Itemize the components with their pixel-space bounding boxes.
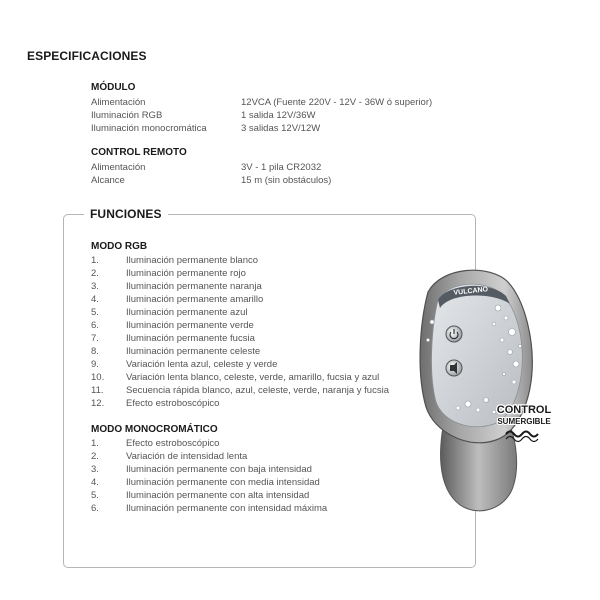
spec-value: 12VCA (Fuente 220V - 12V - 36W ó superior)	[241, 97, 433, 108]
item-number: 3.	[91, 464, 99, 475]
item-number: 2.	[91, 451, 99, 462]
item-number: 10.	[91, 372, 105, 383]
remote-control-illustration	[398, 262, 566, 514]
item-text: Efecto estroboscópico	[126, 438, 220, 449]
item-text: Iluminación permanente verde	[126, 320, 254, 331]
spec-label: Iluminación monocromática	[91, 123, 207, 134]
functions-title: FUNCIONES	[84, 206, 168, 222]
spec-value: 1 salida 12V/36W	[241, 110, 316, 121]
spec-value: 3V - 1 pila CR2032	[241, 162, 322, 173]
item-text: Iluminación permanente con alta intensidad	[126, 490, 310, 501]
module-spec-list	[91, 96, 471, 136]
spec-value: 3 salidas 12V/12W	[241, 123, 321, 134]
spec-label: Alimentación	[91, 97, 146, 108]
specs-title: ESPECIFICACIONES	[27, 49, 147, 63]
module-title: MÓDULO	[91, 82, 136, 93]
mono-mode-title: MODO MONOCROMÁTICO	[91, 424, 218, 435]
item-number: 12.	[91, 398, 105, 409]
spec-label: Alimentación	[91, 162, 146, 173]
remote-title: CONTROL REMOTO	[91, 147, 187, 158]
item-text: Efecto estroboscópico	[126, 398, 220, 409]
item-number: 6.	[91, 320, 99, 331]
item-number: 6.	[91, 503, 99, 514]
item-number: 4.	[91, 477, 99, 488]
item-number: 1.	[91, 255, 99, 266]
item-text: Secuencia rápida blanco, azul, celeste, verde, naranja y fucsia	[126, 385, 389, 396]
item-text: Iluminación permanente con baja intensidad	[126, 464, 312, 475]
rgb-mode-list	[91, 254, 391, 414]
badge-line2: SUMERGIBLE	[497, 417, 551, 426]
mode-icon	[446, 360, 462, 376]
spec-value: 15 m (sin obstáculos)	[241, 175, 332, 186]
item-number: 5.	[91, 490, 99, 501]
item-number: 5.	[91, 307, 99, 318]
item-number: 8.	[91, 346, 99, 357]
item-text: Iluminación permanente celeste	[126, 346, 261, 357]
item-text: Iluminación permanente con intensidad máxima	[126, 503, 328, 514]
item-text: Variación de intensidad lenta	[126, 451, 248, 462]
item-text: Iluminación permanente azul	[126, 307, 248, 318]
item-text: Iluminación permanente blanco	[126, 255, 259, 266]
power-icon	[446, 326, 462, 342]
brand-logo: VULCANO	[453, 286, 489, 297]
spec-label: Iluminación RGB	[91, 110, 163, 121]
mono-mode-list	[91, 437, 391, 517]
item-text: Iluminación permanente fucsia	[126, 333, 255, 344]
item-number: 4.	[91, 294, 99, 305]
item-number: 11.	[91, 385, 104, 396]
item-text: Variación lenta blanco, celeste, verde, amarillo, fucsia y azul	[126, 372, 380, 383]
item-text: Iluminación permanente con media intensidad	[126, 477, 320, 488]
badge-line1: CONTROL	[496, 404, 552, 416]
item-number: 2.	[91, 268, 99, 279]
item-number: 9.	[91, 359, 99, 370]
remote-spec-list	[91, 161, 471, 189]
item-number: 7.	[91, 333, 99, 344]
item-text: Iluminación permanente amarillo	[126, 294, 264, 305]
item-text: Iluminación permanente naranja	[126, 281, 262, 292]
item-text: Iluminación permanente rojo	[126, 268, 246, 279]
spec-label: Alcance	[91, 175, 125, 186]
rgb-mode-title: MODO RGB	[91, 241, 148, 252]
item-number: 1.	[91, 438, 99, 449]
item-number: 3.	[91, 281, 99, 292]
item-text: Variación lenta azul, celeste y verde	[126, 359, 278, 370]
